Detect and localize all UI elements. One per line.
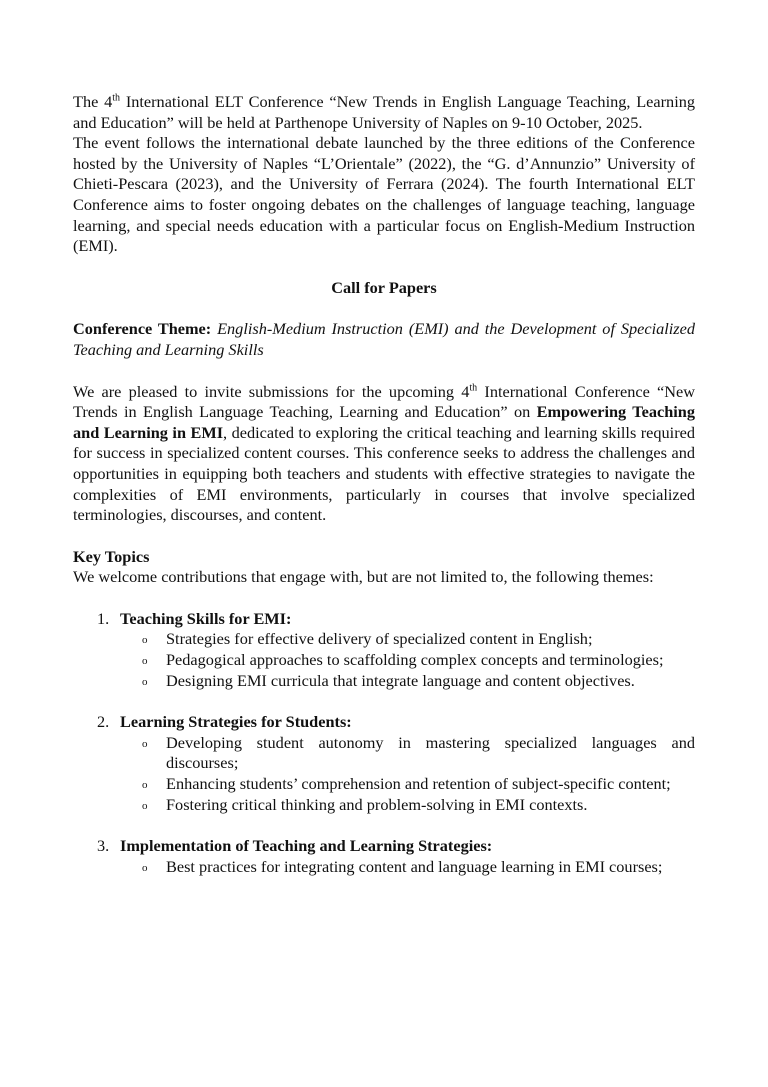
topic-section bbox=[73, 836, 695, 877]
bullet-text: Designing EMI curricula that integrate language and content objectives. bbox=[166, 670, 635, 690]
bullet-text: Enhancing students’ comprehension and retention of subject-specific content; bbox=[166, 774, 671, 794]
section-bullets bbox=[120, 629, 695, 691]
section-number: 3. bbox=[97, 836, 110, 856]
topic-section bbox=[73, 609, 695, 691]
intro-paragraph-2: The event follows the international debate launched by the three editions of the Conference hosted by the University of Naples “L’Orientale” (2022), the “G. d’Annunzio” University of Chieti-Pescara (2023), and the University of Ferrara (2024). The fourth International ELT Conference aims to foster ongoing debates on the challenges of language teaching, language learning, and special needs education with a particular focus on English-Medium Instruction (EMI). bbox=[73, 133, 695, 256]
bullet-text: Developing student autonomy in mastering specialized languages and discourses; bbox=[166, 732, 695, 773]
invitation-text: , dedicated to exploring the critical teaching and learning skills required for success in specialized content courses. This conference seeks to address the challenges and opportunities in equipping both teachers and students with effective strategies to navigate the complexities of EMI environments, particularly in courses that involve specialized terminologies, discourses, and content. bbox=[73, 422, 695, 525]
invitation-paragraph bbox=[73, 382, 695, 526]
bullet-item bbox=[142, 774, 695, 795]
bullet-text: Pedagogical approaches to scaffolding complex concepts and terminologies; bbox=[166, 650, 664, 670]
bullet-circle-icon: o bbox=[142, 779, 148, 792]
key-topics-intro: We welcome contributions that engage with, but are not limited to, the following themes: bbox=[73, 567, 654, 587]
intro-text: International ELT Conference “New Trends in English Language Teaching, Learning and Education” will be held at Parthenope University of Naples on 9-10 October, 2025. bbox=[73, 92, 695, 132]
bullet-circle-icon: o bbox=[142, 799, 148, 812]
section-title: Learning Strategies for Students: bbox=[120, 712, 352, 732]
bullet-circle-icon: o bbox=[142, 737, 148, 750]
bullet-text: Strategies for effective delivery of specialized content in English; bbox=[166, 629, 593, 649]
bullet-item bbox=[142, 650, 695, 671]
section-title: Implementation of Teaching and Learning Strategies: bbox=[120, 836, 493, 856]
intro-paragraph-1 bbox=[73, 92, 695, 133]
section-number: 1. bbox=[97, 608, 110, 628]
bullet-item bbox=[142, 794, 695, 816]
intro-text: The 4 bbox=[73, 92, 113, 111]
bullet-text: Best practices for integrating content and language learning in EMI courses; bbox=[166, 856, 663, 876]
bullet-text: Fostering critical thinking and problem-solving in EMI contexts. bbox=[166, 794, 588, 814]
section-number: 2. bbox=[97, 712, 110, 732]
topic-sections bbox=[73, 609, 695, 878]
section-bullets bbox=[120, 733, 695, 815]
invitation-text: International Conference “New Trends in English Language Teaching, Learning and Education” on bbox=[73, 381, 696, 422]
bullet-circle-icon: o bbox=[142, 861, 148, 874]
conference-theme-label: Conference Theme: bbox=[73, 319, 212, 339]
conference-focus-title: Empowering Teaching and Learning in EMI bbox=[73, 402, 695, 442]
conference-theme-text: English-Medium Instruction (EMI) and the Development of Specialized Teaching and Learning Skills bbox=[73, 319, 695, 359]
bullet-circle-icon: o bbox=[142, 634, 148, 647]
bullet-item bbox=[142, 670, 695, 692]
bullet-item bbox=[142, 732, 695, 774]
key-topics-heading: Key Topics bbox=[73, 546, 150, 566]
ordinal-suffix: th bbox=[112, 92, 121, 104]
ordinal-suffix: th bbox=[469, 382, 478, 394]
bullet-circle-icon: o bbox=[142, 675, 148, 688]
invitation-text: We are pleased to invite submissions for the upcoming 4 bbox=[73, 381, 470, 401]
bullet-item bbox=[142, 856, 695, 878]
section-title: Teaching Skills for EMI: bbox=[120, 608, 292, 628]
topic-section bbox=[73, 712, 695, 815]
call-for-papers-heading: Call for Papers bbox=[331, 277, 437, 297]
section-bullets bbox=[120, 857, 695, 878]
conference-theme bbox=[73, 319, 695, 360]
bullet-circle-icon: o bbox=[142, 655, 148, 668]
bullet-item bbox=[142, 629, 695, 650]
document-body bbox=[73, 92, 695, 877]
